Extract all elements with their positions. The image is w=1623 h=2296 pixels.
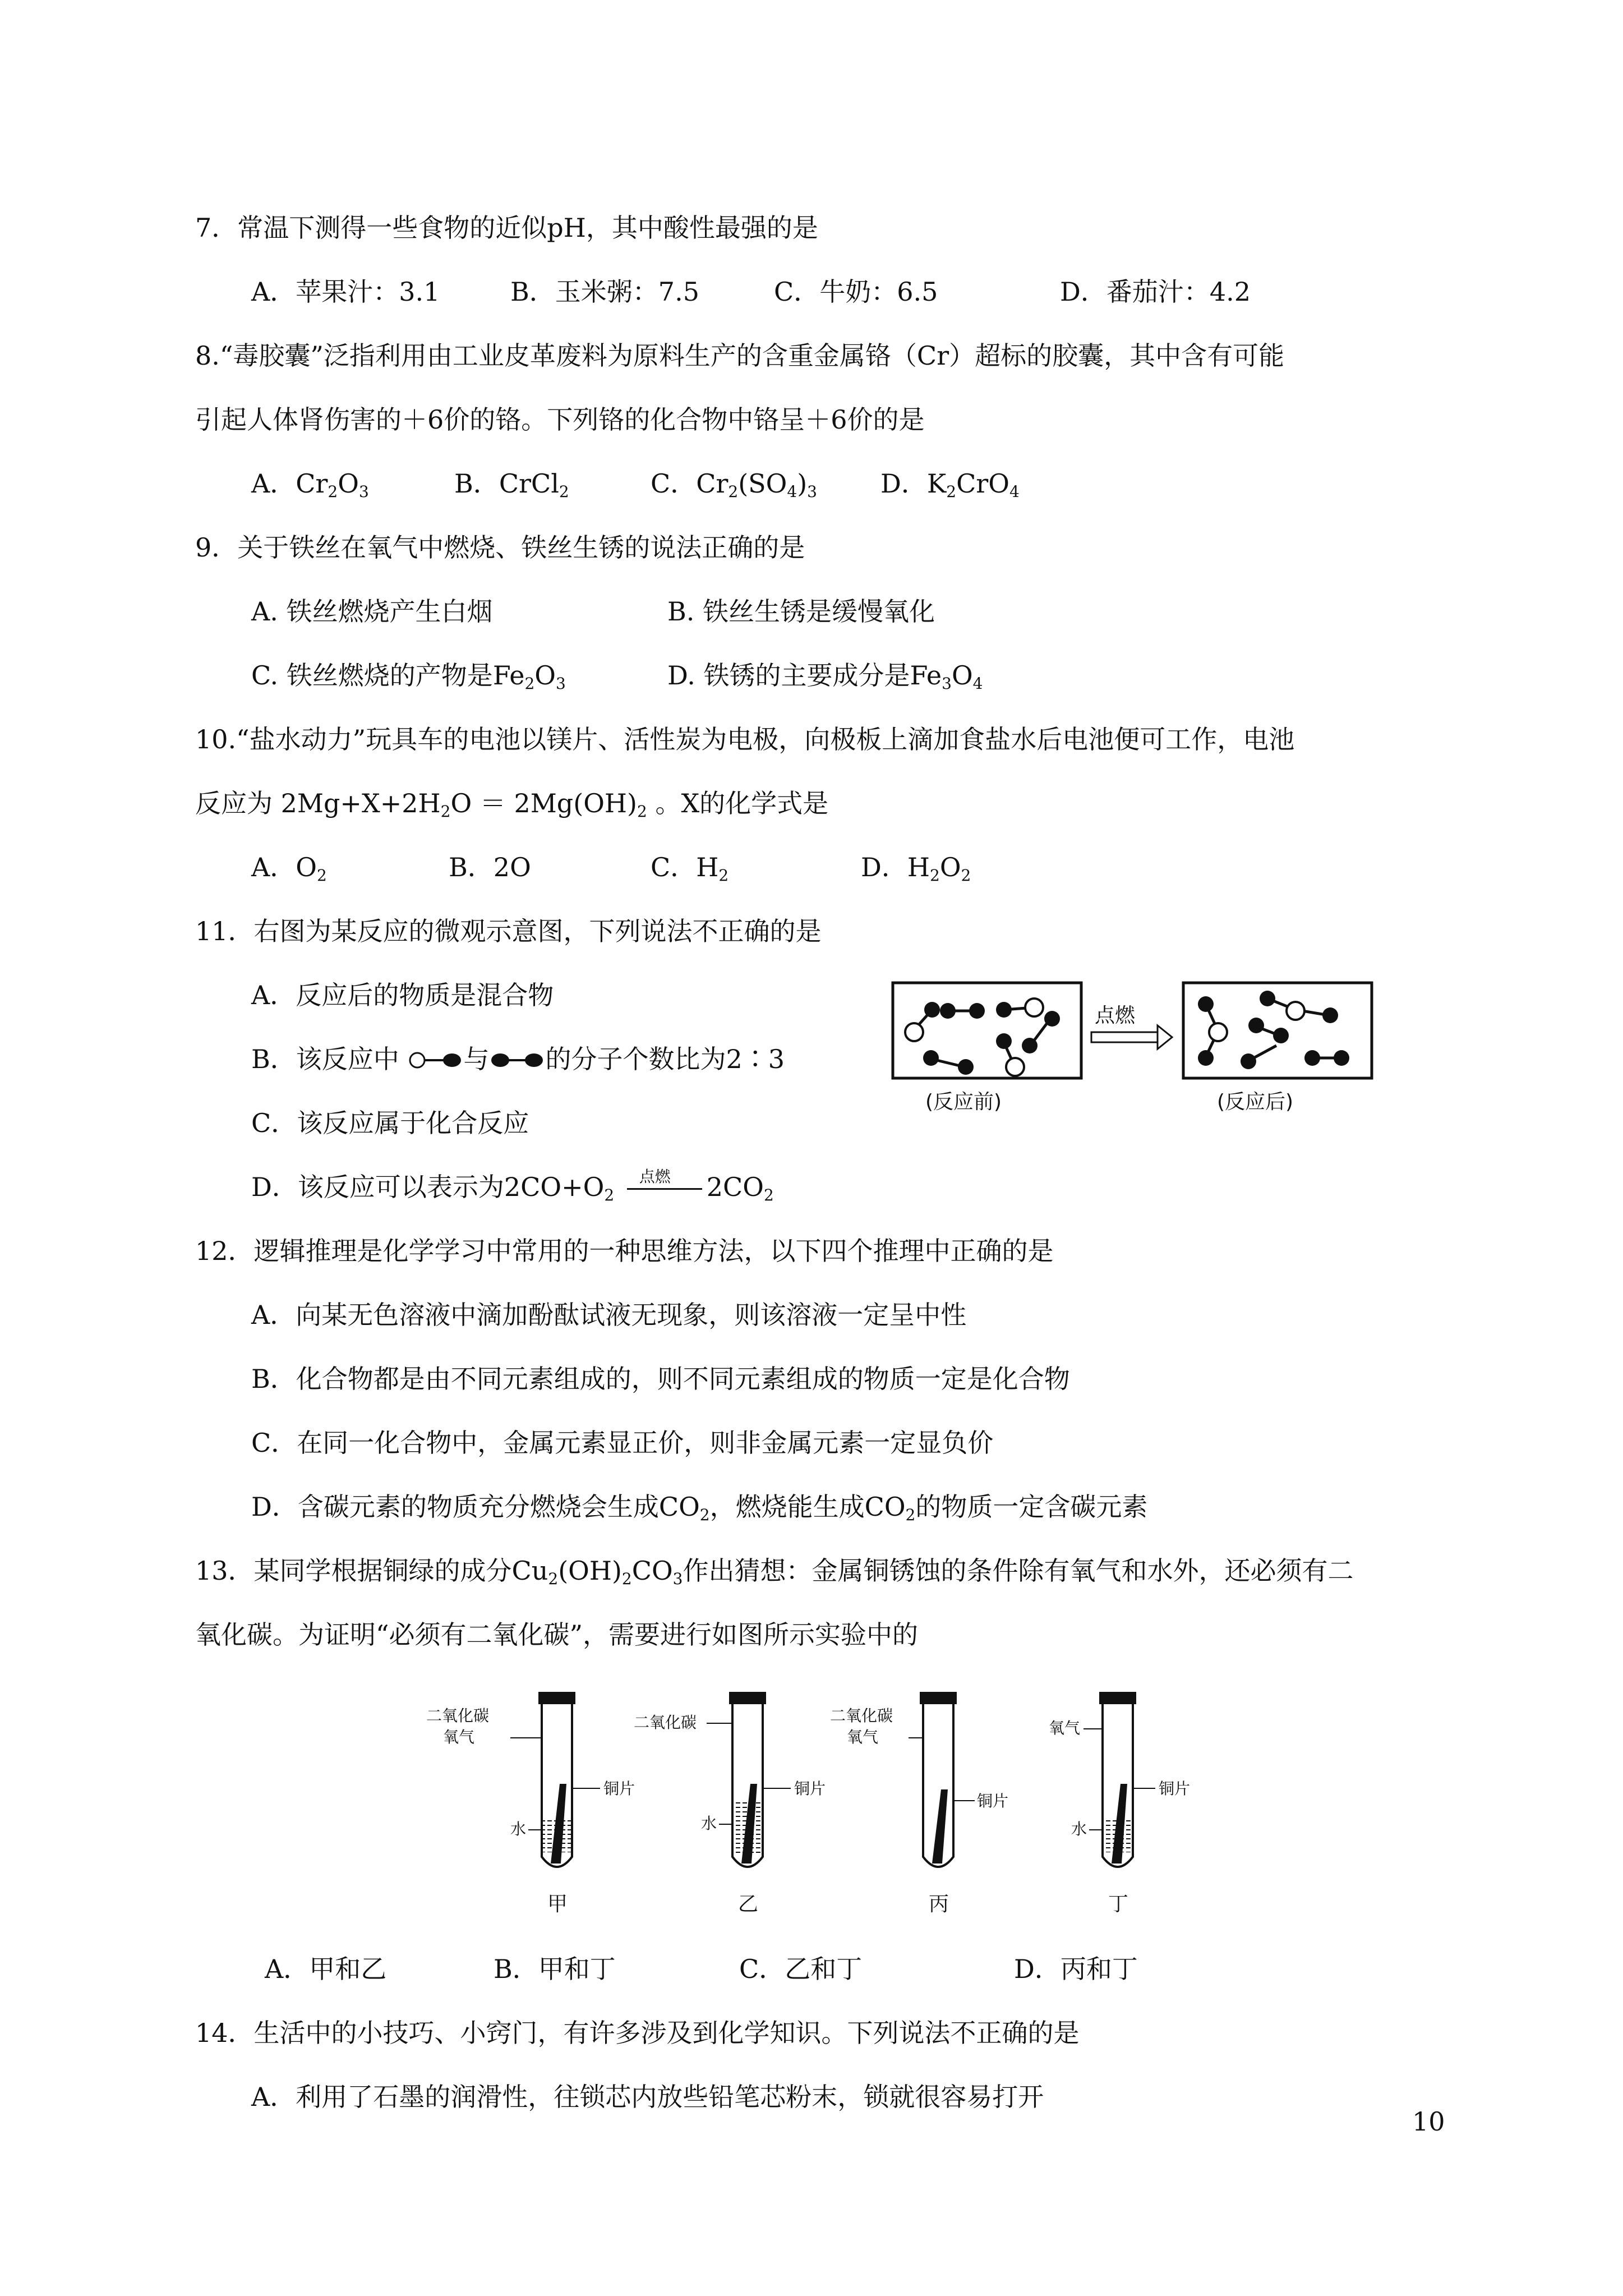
ding-plate: 铜片 — [1159, 1779, 1191, 1798]
q9-option-d: D. 铁锈的主要成分是$Fe_3O_4$ — [667, 660, 983, 693]
q11-option-c: C．该反应属于化合反应 — [251, 1108, 529, 1138]
q13-option-b: B．甲和丁 — [494, 1954, 616, 1984]
q11-option-a: A．反应后的物质是混合物 — [251, 980, 554, 1010]
yi-plate: 铜片 — [794, 1779, 826, 1798]
q12-option-c: C．在同一化合物中，金属元素显正价，则非金属元素一定显负价 — [251, 1428, 994, 1458]
o2-molecule-icon — [489, 1049, 545, 1071]
q9-option-a: A. 铁丝燃烧产生白烟 — [251, 596, 493, 627]
q7-option-c: C．牛奶：6.5 — [774, 277, 938, 307]
q12-option-a: A．向某无色溶液中滴加酚酞试液无现象，则该溶液一定呈中性 — [251, 1300, 967, 1330]
ding-label: 丁 — [1108, 1893, 1129, 1916]
q7-option-b: B．玉米粥：7.5 — [510, 277, 699, 307]
q8-option-d: D．$K_2CrO_4$ — [880, 468, 1020, 501]
q13-option-a: A．甲和乙 — [265, 1954, 387, 1984]
q11-stem: 11．右图为某反应的微观示意图，下列说法不正确的是 — [195, 916, 822, 946]
q7-stem: 7．常温下测得一些食物的近似pH，其中酸性最强的是 — [195, 213, 818, 243]
q9-option-b: B. 铁丝生锈是缓慢氧化 — [667, 596, 935, 627]
q9-option-c: C. 铁丝燃烧的产物是$Fe_2O_3$ — [251, 660, 566, 693]
yi-water: 水 — [701, 1814, 717, 1833]
q10-stem-line2: 反应为 $2Mg+X+2H_2O = 2Mg(OH)_2$ 。X的化学式是 — [195, 788, 829, 821]
tube-jia — [426, 1692, 635, 1916]
yi-label: 乙 — [738, 1893, 759, 1916]
yi-gas1: 二氧化碳 — [634, 1713, 697, 1732]
test-tube-figure — [426, 1688, 1223, 1924]
tube-bing — [830, 1692, 1008, 1916]
ding-gas1: 氧气 — [1049, 1719, 1081, 1737]
jia-gas1: 二氧化碳 — [426, 1706, 490, 1725]
before-caption: (反应前) — [925, 1091, 1002, 1114]
q10-option-c: C．$H_2$ — [651, 852, 729, 885]
page-number: 10 — [1412, 2106, 1445, 2137]
q12-stem: 12．逻辑推理是化学学习中常用的一种思维方法，以下四个推理中正确的是 — [195, 1236, 1054, 1266]
q11-option-b: B．该反应中 与 的分子个数比为2∶3 — [251, 1044, 785, 1074]
q11-option-d: D．该反应可以表示为$2CO+O_2$ 点燃 $2CO_2$ — [251, 1167, 774, 1204]
jia-label: 甲 — [547, 1893, 568, 1916]
after-caption: (反应后) — [1217, 1091, 1294, 1114]
q12-option-d: D．含碳元素的物质充分燃烧会生成$CO_2$，燃烧能生成$CO_2$的物质一定含碳元素 — [251, 1492, 1148, 1524]
q10-stem-line1: 10.“盐水动力”玩具车的电池以镁片、活性炭为电极，向极板上滴加食盐水后电池便可工作，电池 — [195, 724, 1295, 754]
reaction-micro-diagram — [886, 976, 1380, 1116]
q10-option-d: D．$H_2O_2$ — [861, 852, 971, 885]
q8-option-c: C．$Cr_2(SO_4)_3$ — [651, 468, 817, 501]
ignite-condition: 点燃 — [623, 1176, 707, 1198]
bing-label: 丙 — [929, 1893, 949, 1916]
co-molecule-icon — [407, 1049, 463, 1071]
tube-yi — [634, 1692, 826, 1916]
q13-option-c: C．乙和丁 — [739, 1954, 863, 1984]
q10-option-a: A．$O_2$ — [251, 852, 327, 885]
bing-plate: 铜片 — [977, 1792, 1009, 1810]
arrow-label: 点燃 — [1095, 1004, 1136, 1027]
q8-stem-line2: 引起人体肾伤害的＋6价的铬。下列铬的化合物中铬呈＋6价的是 — [195, 404, 925, 435]
bing-gas2: 氧气 — [847, 1728, 879, 1746]
q14-option-a: A．利用了石墨的润滑性，往锁芯内放些铅笔芯粉末，锁就很容易打开 — [251, 2082, 1044, 2112]
jia-gas2: 氧气 — [443, 1728, 475, 1746]
q8-option-b: B．CrCl$_2$ — [454, 468, 569, 501]
q13-stem-line2: 氧化碳。为证明“必须有二氧化碳”，需要进行如图所示实验中的 — [195, 1619, 919, 1650]
q9-stem: 9．关于铁丝在氧气中燃烧、铁丝生锈的说法正确的是 — [195, 532, 805, 563]
jia-plate: 铜片 — [603, 1779, 635, 1798]
q7-option-d: D．番茄汁：4.2 — [1060, 277, 1251, 307]
q12-option-b: B．化合物都是由不同元素组成的，则不同元素组成的物质一定是化合物 — [251, 1364, 1070, 1394]
ding-water: 水 — [1071, 1820, 1087, 1838]
q10-option-b: B．2O — [449, 852, 531, 882]
q13-stem-line1: 13．某同学根据铜绿的成分$Cu_2(OH)_2CO_3$作出猜想：金属铜锈蚀的条件除有氧气和水外，还必须有二 — [195, 1556, 1354, 1588]
bing-gas1: 二氧化碳 — [830, 1706, 893, 1725]
tube-ding — [1049, 1692, 1190, 1916]
q14-stem: 14．生活中的小技巧、小窍门，有许多涉及到化学知识。下列说法不正确的是 — [195, 2018, 1080, 2048]
q13-option-d: D．丙和丁 — [1014, 1954, 1138, 1984]
q8-option-a: A．$Cr_2O_3$ — [251, 468, 369, 501]
q7-option-a: A．苹果汁：3.1 — [251, 277, 440, 307]
jia-water: 水 — [510, 1820, 527, 1838]
q8-stem-line1: 8.“毒胶囊”泛指利用由工业皮革废料为原料生产的含重金属铬（Cr）超标的胶囊，其中含有可能 — [195, 341, 1285, 371]
